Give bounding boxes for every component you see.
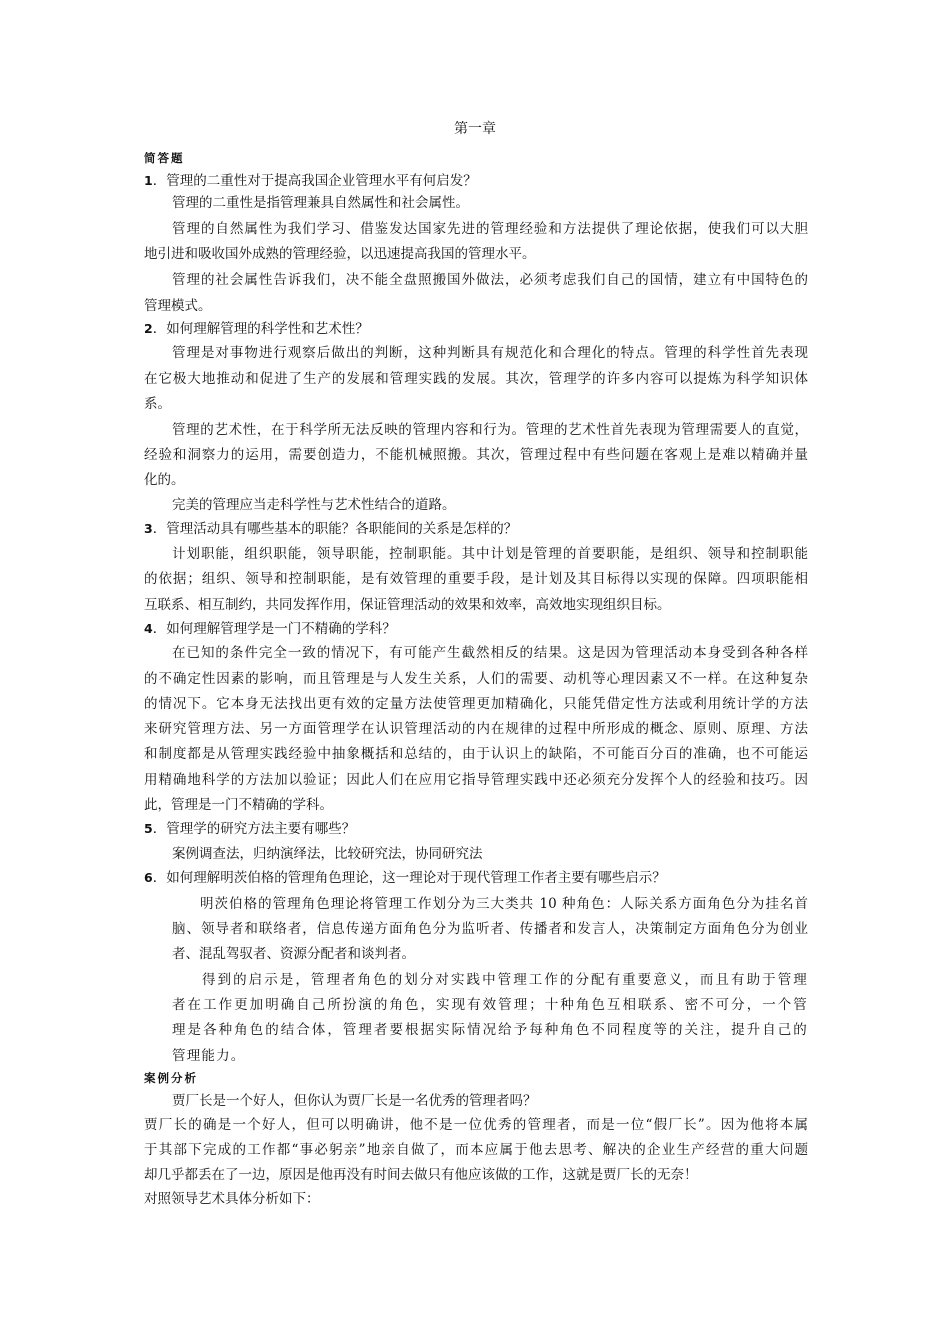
answer-line: 明茨伯格的管理角色理论将管理工作划分为三大类共 10 种角色：人际关系方面角色分为挂名首 [200,896,808,912]
section-heading-short-answer: 简答题 [144,151,185,165]
answer-line: 和制度都是从管理实践经验中抽象概括和总结的，由于认识上的缺陷，不可能百分百的准确，也不可能运 [144,746,808,762]
case-line: 贾厂长的确是一个好人，但可以明确讲，他不是一位优秀的管理者，而是一位“假厂长”。因为他将本属 [144,1117,808,1133]
question-text: ．管理的二重性对于提高我国企业管理水平有何启发？ [152,173,477,189]
answer-line: 的情况下。它本身无法找出更有效的定量方法使管理更加精确化，只能凭借定性方法或利用统计学的方法 [144,696,808,712]
answer-line: 系。 [144,396,171,412]
answer-line: 管理能力。 [172,1048,246,1064]
answer-line: 者、混乱驾驭者、资源分配者和谈判者。 [172,946,415,962]
question-3 [144,518,808,540]
question-number: 1 [144,173,153,188]
question-4 [144,618,808,640]
answer-line: 经验和洞察力的运用，需要创造力，不能机械照搬。其次，管理过程中有些问题在客观上是难以精确并量 [144,447,808,463]
question-number: 4 [144,621,153,636]
answer-line: 管理的自然属性为我们学习、借鉴发达国家先进的管理经验和方法提供了理论依据，使我们可以大胆 [172,221,808,237]
answer-line: 化的。 [144,472,185,488]
case-line: 于其部下完成的工作都“事必躬亲”地亲自做了，而本应属于他去思考、解决的企业生产经营的重大问题 [144,1142,808,1158]
answer-line: 完美的管理应当走科学性与艺术性结合的道路。 [172,497,456,513]
question-number: 5 [144,821,153,836]
answer-line: 管理的二重性是指管理兼具自然属性和社会属性。 [172,195,469,211]
question-text: ．管理活动具有哪些基本的职能？各职能间的关系是怎样的？ [152,521,518,537]
question-number: 2 [144,321,153,336]
answer-line: 的依据；组织、领导和控制职能，是有效管理的重要手段，是计划及其目标得以实现的保障。四项职能相 [144,571,808,587]
answer-line: 理是各种角色的结合体，管理者要根据实际情况给予每种角色不同程度等的关注，提升自己的 [172,1022,808,1038]
case-question: 贾厂长是一个好人，但你认为贾厂长是一名优秀的管理者吗？ [172,1093,537,1109]
question-number: 6 [144,870,153,885]
answer-line: 得到的启示是，管理者角色的划分对实践中管理工作的分配有重要意义，而且有助于管理 [202,972,808,988]
answer-line: 用精确地科学的方法加以验证；因此人们在应用它指导管理实践中还必须充分发挥个人的经验和技巧。因 [144,772,808,788]
answer-line: 计划职能，组织职能，领导职能，控制职能。其中计划是管理的首要职能，是组织、领导和控制职能 [172,546,808,562]
answer-line: 来研究管理方法、另一方面管理学在认识管理活动的内在规律的过程中所形成的概念、原则、原理、方法 [144,721,808,737]
answer-line: 管理是对事物进行观察后做出的判断，这种判断具有规范化和合理化的特点。管理的科学性首先表现 [172,345,808,361]
answer-line: 在它极大地推动和促进了生产的发展和管理实践的发展。其次，管理学的许多内容可以提炼为科学知识体 [144,371,808,387]
question-text: ．如何理解明茨伯格的管理角色理论，这一理论对于现代管理工作者主要有哪些启示？ [152,870,666,886]
question-6 [144,867,808,889]
answer-line: 的不确定性因素的影响，而且管理是与人发生关系，人们的需要、动机等心理因素又不一样。在这种复杂 [144,671,808,687]
answer-line: 此，管理是一门不精确的学科。 [144,797,333,813]
question-5 [144,818,808,840]
chapter-title: 第一章 [454,121,496,137]
case-line: 对照领导艺术具体分析如下： [144,1191,320,1207]
section-heading-case-analysis: 案例分析 [144,1071,198,1085]
answer-line: 地引进和吸收国外成熟的管理经验，以迅速提高我国的管理水平。 [144,246,536,262]
question-text: ．管理学的研究方法主要有哪些？ [152,821,356,837]
question-text: ．如何理解管理学是一门不精确的学科？ [152,621,396,637]
answer-line: 脑、领导者和联络者，信息传递方面角色分为监听者、传播者和发言人，决策制定方面角色分为创业 [172,921,808,937]
answer-line: 者在工作更加明确自己所扮演的角色，实现有效管理；十种角色互相联系、密不可分，一个管 [172,997,808,1013]
answer-line: 管理的社会属性告诉我们，决不能全盘照搬国外做法，必须考虑我们自己的国情，建立有中国特色的 [172,272,808,288]
question-number: 3 [144,521,153,536]
answer-line: 在已知的条件完全一致的情况下，有可能产生截然相反的结果。这是因为管理活动本身受到各种各样 [172,645,808,661]
answer-line: 管理模式。 [144,298,212,314]
question-text: ．如何理解管理的科学性和艺术性？ [152,321,369,337]
answer-line: 案例调查法，归纳演绎法，比较研究法，协同研究法 [172,846,483,862]
answer-line: 管理的艺术性，在于科学所无法反映的管理内容和行为。管理的艺术性首先表现为管理需要人的直觉， [172,422,808,438]
answer-line: 互联系、相互制约，共同发挥作用，保证管理活动的效果和效率，高效地实现组织目标。 [144,597,671,613]
question-1 [144,170,808,192]
case-line: 却几乎都丢在了一边，原因是他再没有时间去做只有他应该做的工作，这就是贾厂长的无奈！ [144,1167,698,1183]
question-2 [144,318,808,340]
